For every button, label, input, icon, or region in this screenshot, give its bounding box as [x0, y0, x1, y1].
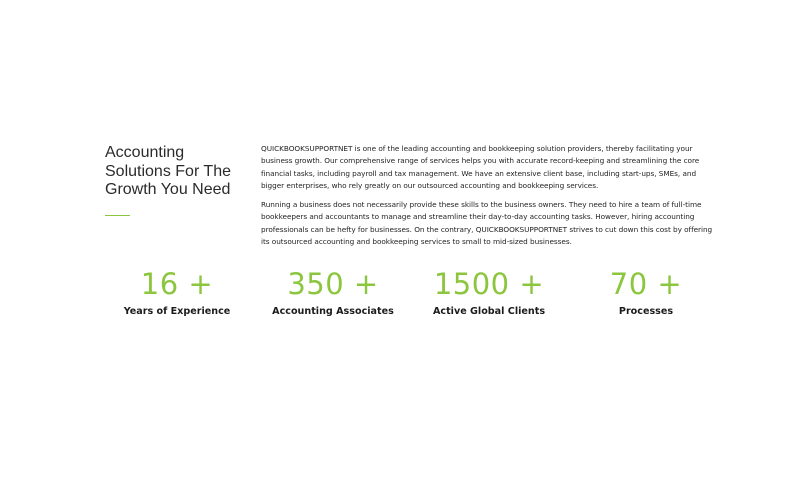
stats-row [0, 262, 800, 332]
stat-label: Active Global Clients [432, 306, 546, 317]
stat-label: Processes [618, 306, 674, 317]
accent-divider [105, 215, 130, 216]
stat-label: Accounting Associates [272, 306, 394, 317]
stat-value: 70 + [609, 267, 683, 301]
stat-label: Years of Experience [123, 306, 231, 317]
heading-block [105, 144, 245, 216]
stat-value: 350 + [287, 267, 379, 301]
stat-years-experience [97, 262, 257, 318]
stat-processes [566, 262, 726, 318]
stat-accounting-associates [253, 262, 413, 318]
section-heading: Accounting Solutions For The Growth You Need [105, 144, 231, 198]
intro-paragraph-1: QUICKBOOKSUPPORTNET is one of the leading accounting and bookkeeping solution providers, thereby facilitating your business growth. Our comprehensive range of services helps you with accurate record-keeping and streamlining the core financial tasks, including payroll and tax management. We have an extensive client base, including start-ups, SMEs, and bigger enterprises, who rely greatly on our outsourced accounting and bookkeeping services. [261, 144, 700, 190]
intro-text [261, 143, 721, 255]
stat-global-clients [409, 262, 569, 318]
stat-value: 1500 + [433, 267, 545, 301]
intro-paragraph-2: Running a business does not necessarily provide these skills to the business owners. They need to hire a team of full-time bookkeepers and accountants to manage and streamline their day-to-day accounting tasks. However, hiring accounting professionals can be hefty for businesses. On the contrary, QUICKBOOKSUPPORTNET strives to cut down this cost by offering its outsourced accounting and bookkeeping services to small to mid-sized businesses. [261, 200, 713, 247]
stat-value: 16 + [140, 267, 214, 301]
